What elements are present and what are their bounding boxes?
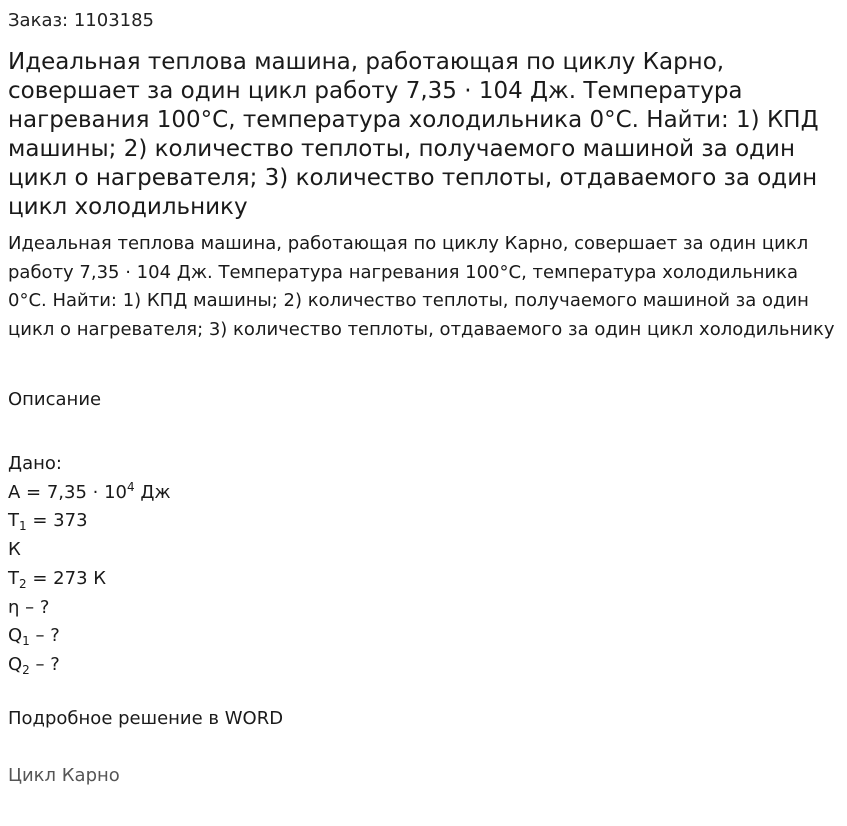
given-eta: η – ?: [8, 596, 50, 618]
page-title: Идеальная теплова машина, работающая по циклу Карно, совершает за один цикл работу 7,35 · 104 Дж. Температура нагревания 100°С, температура холодильника 0°С. Найти: 1) КПД машины; 2) количество теплоты, получаемого машиной за один цикл о нагревателя; 3) количество теплоты, отдаваемого за один цикл холодильнику: [8, 49, 819, 220]
given-heading: Дано:: [8, 453, 62, 474]
given-t2: $Т_2 = 273$ К: [8, 567, 107, 591]
order-label: Заказ:: [8, 10, 69, 31]
task-text: Идеальная теплова машина, работающая по циклу Карно, совершает за один цикл работу 7,35 · 104 Дж. Температура нагревания 100°С, температура холодильника 0°С. Найти: 1) КПД машины; 2) количество теплоты, получаемого машиной за один цикл о нагревателя; 3) количество теплоты, отдаваемого за один цикл холодильнику: [8, 233, 835, 341]
given-q1: $Q_1$ – ?: [8, 625, 60, 649]
tag-link-carnot-cycle[interactable]: Цикл Карно: [8, 765, 120, 786]
order-line: [8, 10, 154, 32]
word-solution-note: Подробное решение в WORD: [8, 708, 284, 729]
given-work: $А = 7,35 \cdot 10^4$ Дж: [8, 479, 171, 503]
given-block: [8, 450, 171, 680]
given-q2: $Q_2$ – ?: [8, 653, 60, 677]
description-heading: Описание: [8, 389, 102, 410]
given-t1: $Т_1 = 373$: [8, 510, 88, 534]
given-t1-unit: К: [8, 539, 21, 561]
order-number: 1103185: [73, 10, 155, 31]
